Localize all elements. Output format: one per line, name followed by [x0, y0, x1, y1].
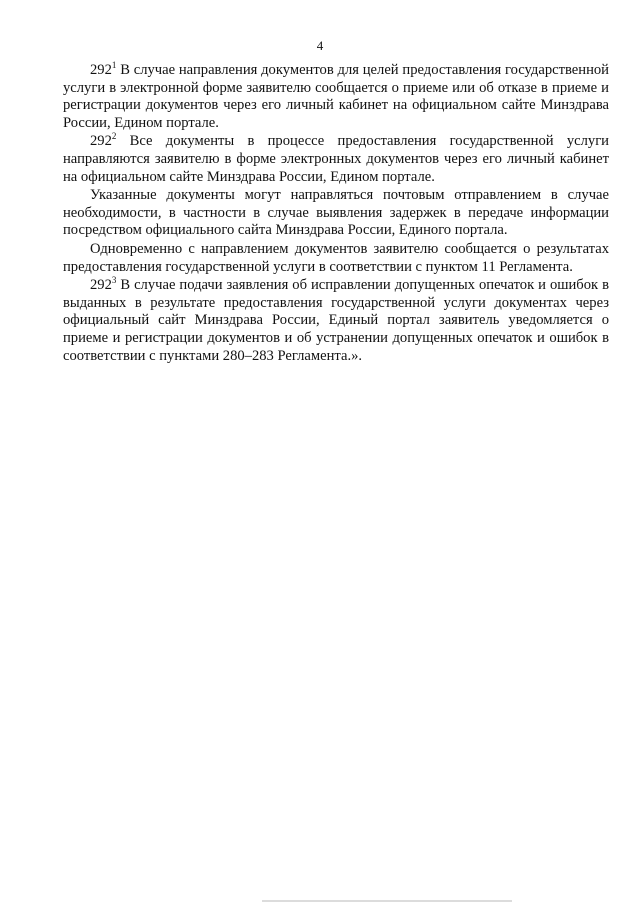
clause-superscript: 1	[111, 60, 117, 70]
clause-superscript: 2	[111, 131, 117, 142]
paragraph-text: В случае направления документов для целей предоставления государственной услуги в электронной форме заявителю сообщается о приеме или об отказе в приеме и регистрации документов через его личный кабинет на официальном сайте Минздрава России, Едином портале.	[63, 62, 609, 131]
clause-number: $292^3$	[90, 275, 117, 294]
clause-number: $292^1$	[90, 60, 117, 78]
paragraph-292-2	[63, 133, 609, 186]
paragraph-text: Все документы в процессе предоставления государственной услуги направляются заявителю в форме электронных документов через его личный кабинет на официальном сайте Минздрава России, Едином портале.	[63, 133, 609, 185]
scan-edge-line	[262, 900, 512, 902]
paragraph-text: В случае подачи заявления об исправлении допущенных опечаток и ошибок в выданных в результате предоставления государственной услуги документах через официальный сайт Минздрава России, Единый портал заявитель уведомляется о приеме и регистрации документов и об устранении допущенных опечаток и ошибок в соответствии с пунктами 280–283 Регламента.».	[63, 277, 609, 364]
paragraph-text: Указанные документы могут направляться почтовым отправлением в случае необходимости, в частности в случае выявления задержек в передаче информации посредством официального сайта Минздрава России, Единого портала.	[63, 187, 609, 239]
paragraph-text: Одновременно с направлением документов заявителю сообщается о результатах предоставления государственной услуги в соответствии с пунктом 11 Регламента.	[63, 240, 609, 275]
paragraph-292-3	[63, 277, 609, 365]
document-body	[63, 62, 609, 366]
clause-number: $292^2$	[90, 131, 117, 150]
paragraph-292-1	[63, 62, 609, 132]
page-number: 4	[316, 38, 324, 53]
paragraph-results-notice	[63, 241, 609, 276]
paragraph-postal-delivery	[63, 187, 609, 240]
clause-superscript: 3	[111, 275, 117, 286]
